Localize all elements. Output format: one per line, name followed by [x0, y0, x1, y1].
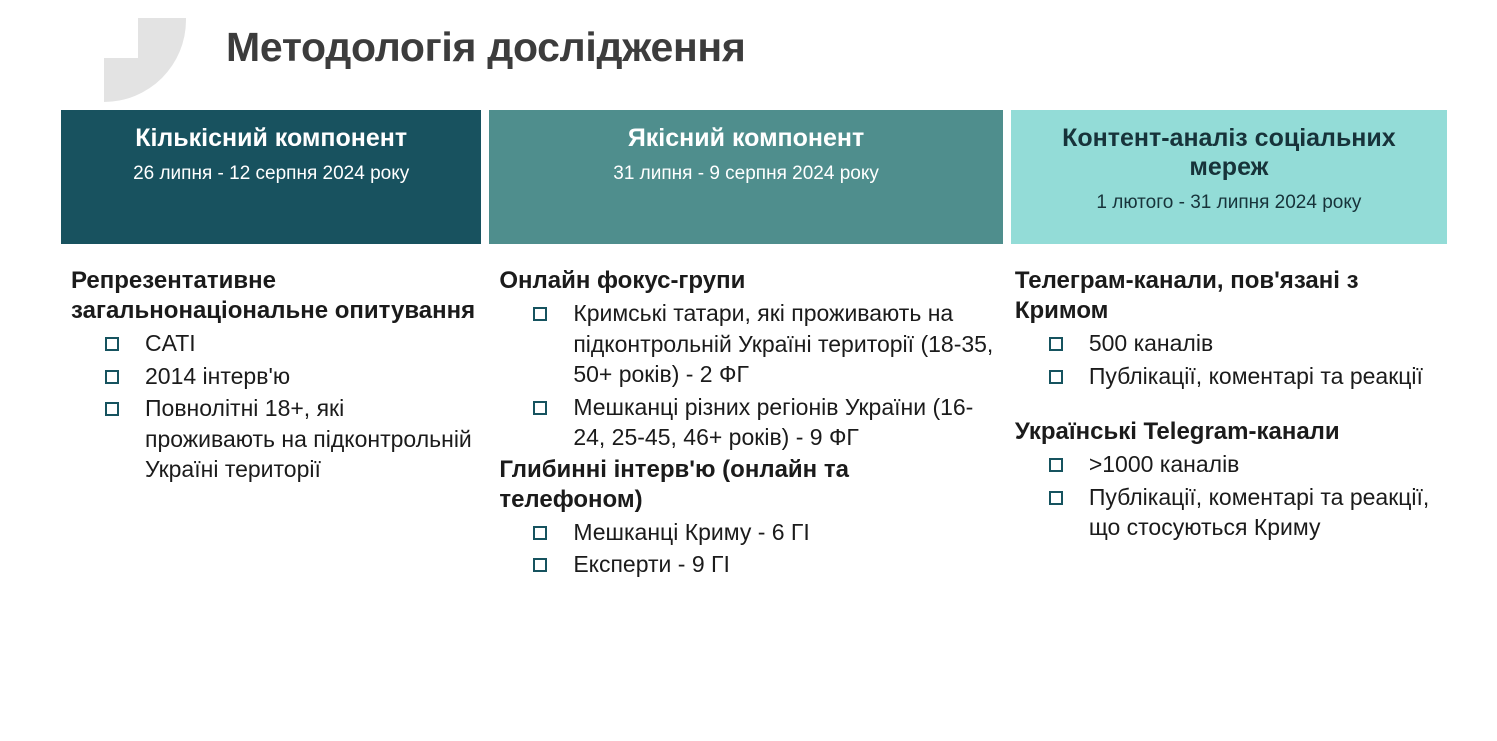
list-item-label: Публікації, коментарі та реакції [1088, 362, 1423, 389]
column-quantitative [61, 110, 481, 582]
list-item-label: 500 каналів [1088, 330, 1214, 356]
list-item [103, 393, 475, 485]
checkbox-square-icon [533, 307, 547, 321]
list-item [531, 392, 997, 453]
list-item-label: Мешканці різних регіонів України (16-24, 25-45, 46+ років) - 9 ФГ [573, 393, 974, 451]
page-title: Методологія дослідження [226, 24, 746, 70]
column-qualitative [489, 110, 1003, 582]
list-item-label: Експерти - 9 ГІ [573, 551, 730, 578]
column-body-quantitative [61, 244, 481, 485]
list-item-label: 2014 інтерв'ю [145, 362, 291, 389]
column-header-qualitative [489, 110, 1003, 244]
column-header-subtitle: 26 липня - 12 серпня 2024 року [133, 162, 410, 184]
list-item [1047, 328, 1441, 359]
list-item [1047, 482, 1441, 543]
block-heading: Онлайн фокус-групи [499, 267, 746, 294]
list-item [531, 298, 997, 390]
column-header-subtitle: 31 липня - 9 серпня 2024 року [613, 162, 879, 184]
block-heading: Репрезентативне загальнонаціональне опитування [71, 267, 476, 324]
checkbox-square-icon [105, 402, 119, 416]
bullet-list [499, 517, 997, 580]
column-body-content-analysis [1011, 244, 1447, 543]
checkbox-square-icon [105, 337, 119, 351]
list-item-label: Кримські татари, які проживають на підконтрольній Україні території (18-35, 50+ років) - 2 ФГ [573, 300, 994, 388]
checkbox-square-icon [1049, 491, 1063, 505]
column-content-analysis [1011, 110, 1447, 582]
bullet-list [71, 328, 475, 485]
checkbox-square-icon [533, 526, 547, 540]
bullet-list [1015, 328, 1441, 391]
quarter-circle-logo-icon [104, 18, 186, 102]
logo-notch-shape [104, 18, 138, 58]
list-item-label: Мешканці Криму - 6 ГІ [573, 518, 810, 545]
checkbox-square-icon [1049, 370, 1063, 384]
methodology-columns [61, 110, 1447, 582]
list-item-label: Публікації, коментарі та реакції, що стосуються Криму [1088, 483, 1430, 541]
checkbox-square-icon [1049, 458, 1063, 472]
list-item-label: >1000 каналів [1088, 451, 1240, 478]
block-heading: Українські Telegram-канали [1014, 418, 1340, 446]
column-header-subtitle: 1 лютого - 31 липня 2024 року [1096, 191, 1362, 213]
checkbox-square-icon [533, 558, 547, 572]
list-item [1047, 361, 1441, 392]
checkbox-square-icon [533, 401, 547, 415]
bullet-list [499, 298, 997, 453]
list-item [103, 361, 475, 392]
list-item-label: Повнолітні 18+, які проживають на підконтрольній Україні території [145, 395, 472, 483]
block-heading: Телеграм-канали, пов'язані з Кримом [1014, 267, 1359, 324]
column-body-qualitative [489, 244, 1003, 580]
block-heading: Глибинні інтерв'ю (онлайн та телефоном) [499, 455, 849, 513]
list-item [531, 549, 997, 580]
list-item [103, 328, 475, 359]
column-header-title: Кількісний компонент [135, 124, 408, 152]
list-item [531, 517, 997, 548]
checkbox-square-icon [1049, 337, 1063, 351]
column-header-quantitative [61, 110, 481, 244]
bullet-list [1015, 449, 1441, 543]
list-item [1047, 449, 1441, 480]
column-header-title: Контент-аналіз соціальних мереж [1062, 124, 1396, 181]
column-header-content-analysis [1011, 110, 1447, 244]
list-item-label: CATI [145, 330, 196, 356]
checkbox-square-icon [105, 370, 119, 384]
column-header-title: Якісний компонент [627, 124, 865, 152]
